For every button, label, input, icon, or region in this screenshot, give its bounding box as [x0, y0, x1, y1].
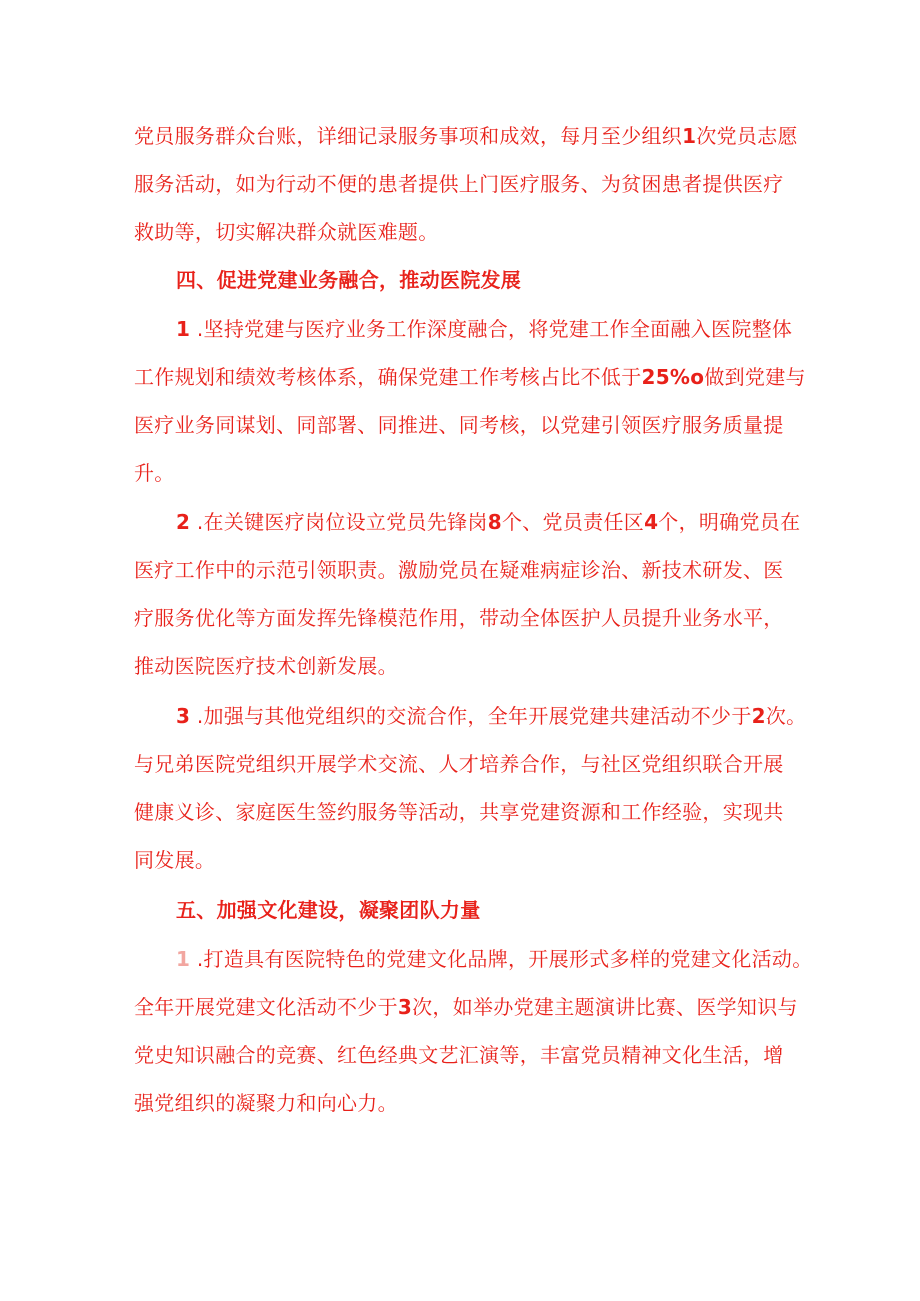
text-line: 医疗业务同谋划、同部署、同推进、同考核，以党建引领医疗服务质量提	[134, 413, 784, 437]
text-line: 全年开展党建文化活动不少于3次，如举办党建主题演讲比赛、医学知识与	[134, 995, 798, 1019]
text-line: 工作规划和绩效考核体系，确保党建工作考核占比不低于25%o做到党建与	[134, 365, 806, 389]
item-number: 1	[176, 947, 191, 971]
paragraph-4-1	[134, 305, 806, 497]
text-line: 1 .打造具有医院特色的党建文化品牌，开展形式多样的党建文化活动。	[176, 947, 813, 971]
bold-number: 1	[682, 124, 697, 148]
bold-number: 25%o	[641, 365, 705, 389]
text-line: 医疗工作中的示范引领职责。激励党员在疑难病症诊治、新技术研发、医	[134, 558, 784, 582]
heading-text: 四、促进党建业务融合，推动医院发展	[176, 268, 522, 292]
paragraph-5-1	[134, 935, 813, 1127]
text-line: 与兄弟医院党组织开展学术交流、人才培养合作，与社区党组织联合开展	[134, 752, 784, 776]
item-number: 3	[176, 704, 191, 728]
text-line: 1 .坚持党建与医疗业务工作深度融合，将党建工作全面融入医院整体	[176, 317, 793, 341]
text-line: 同发展。	[134, 848, 216, 872]
section-heading-4	[134, 256, 794, 304]
section-heading-5	[134, 886, 794, 934]
paragraph-service-ledger	[134, 112, 798, 256]
paragraph-4-3	[134, 692, 807, 884]
text-line: 党员服务群众台账，详细记录服务事项和成效，每月至少组织1次党员志愿	[134, 124, 798, 148]
paragraph-4-2	[134, 498, 801, 690]
bold-number: 3	[397, 995, 413, 1019]
text-line: 2 .在关键医疗岗位设立党员先锋岗8个、党员责任区4个，明确党员在	[176, 510, 801, 534]
text-line: 健康义诊、家庭医生签约服务等活动，共享党建资源和工作经验，实现共	[134, 800, 784, 824]
text-line: 党史知识融合的竞赛、红色经典文艺汇演等，丰富党员精神文化生活，增	[134, 1043, 784, 1067]
item-number: 1	[176, 317, 191, 341]
text-line: 服务活动，如为行动不便的患者提供上门医疗服务、为贫困患者提供医疗	[134, 172, 784, 196]
bold-number: 8	[487, 510, 502, 534]
text-line: 3 .加强与其他党组织的交流合作，全年开展党建共建活动不少于2次。	[176, 704, 807, 728]
heading-text: 五、加强文化建设，凝聚团队力量	[176, 898, 481, 922]
text-line: 推动医院医疗技术创新发展。	[134, 654, 398, 678]
item-number: 2	[176, 510, 191, 534]
text-line: 疗服务优化等方面发挥先锋模范作用，带动全体医护人员提升业务水平，	[134, 606, 784, 630]
text-line: 升。	[134, 461, 175, 485]
text-line: 救助等，切实解决群众就医难题。	[134, 220, 439, 244]
bold-number: 4	[644, 510, 659, 534]
text-line: 强党组织的凝聚力和向心力。	[134, 1091, 398, 1115]
bold-number: 2	[751, 704, 766, 728]
